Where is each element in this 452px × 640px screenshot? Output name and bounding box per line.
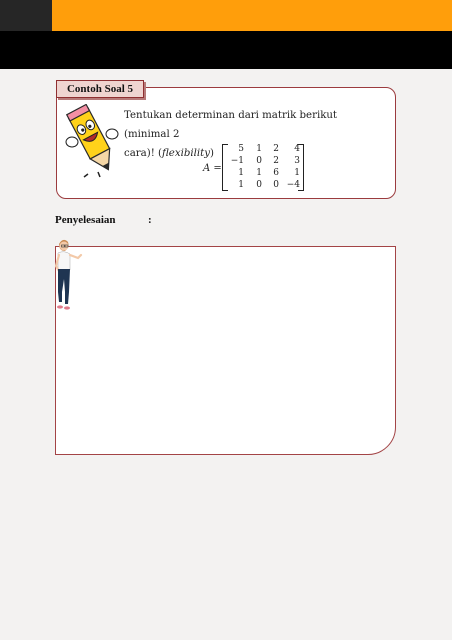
- answer-box: [55, 246, 396, 455]
- matrix-cell: 5: [238, 144, 244, 154]
- header-black-bar: [0, 31, 452, 69]
- matrix-cell: 6: [273, 168, 279, 178]
- matrix-row: [228, 168, 298, 179]
- matrix-cell: 1: [238, 180, 244, 190]
- matrix-cell: 0: [273, 180, 279, 190]
- matrix-cell: 2: [273, 144, 279, 154]
- matrix-cell: −4: [286, 180, 300, 190]
- matrix-cell: 4: [294, 144, 300, 154]
- matrix-cell: 1: [238, 168, 244, 178]
- solution-colon: :: [148, 214, 152, 226]
- matrix-cell: 1: [256, 144, 262, 154]
- solution-heading: Penyelesaian: [55, 214, 116, 226]
- matrix-cell: 0: [256, 156, 262, 166]
- example-label: Contoh Soal 5: [56, 80, 144, 98]
- pencil-mascot-icon: [64, 104, 120, 178]
- matrix-cell: −1: [230, 156, 244, 166]
- matrix-cell: 3: [294, 156, 300, 166]
- matrix: [222, 144, 304, 190]
- question-emphasis: flexibility: [162, 148, 210, 159]
- matrix-row: [228, 180, 298, 191]
- teacher-woman-icon: [50, 236, 86, 314]
- header-dark-block: [0, 0, 52, 32]
- question-line-1: Tentukan determinan dari matrik berikut (minimal 2: [124, 110, 338, 140]
- matrix-row: [228, 144, 298, 155]
- matrix-row: [228, 156, 298, 167]
- equation-lhs: A =: [203, 163, 222, 174]
- matrix-cell: 1: [256, 168, 262, 178]
- question-line-2: cara)! (flexibility): [124, 148, 214, 159]
- matrix-cell: 1: [294, 168, 300, 178]
- matrix-cell: 0: [256, 180, 262, 190]
- header-orange-bar: [52, 0, 452, 32]
- matrix-cell: 2: [273, 156, 279, 166]
